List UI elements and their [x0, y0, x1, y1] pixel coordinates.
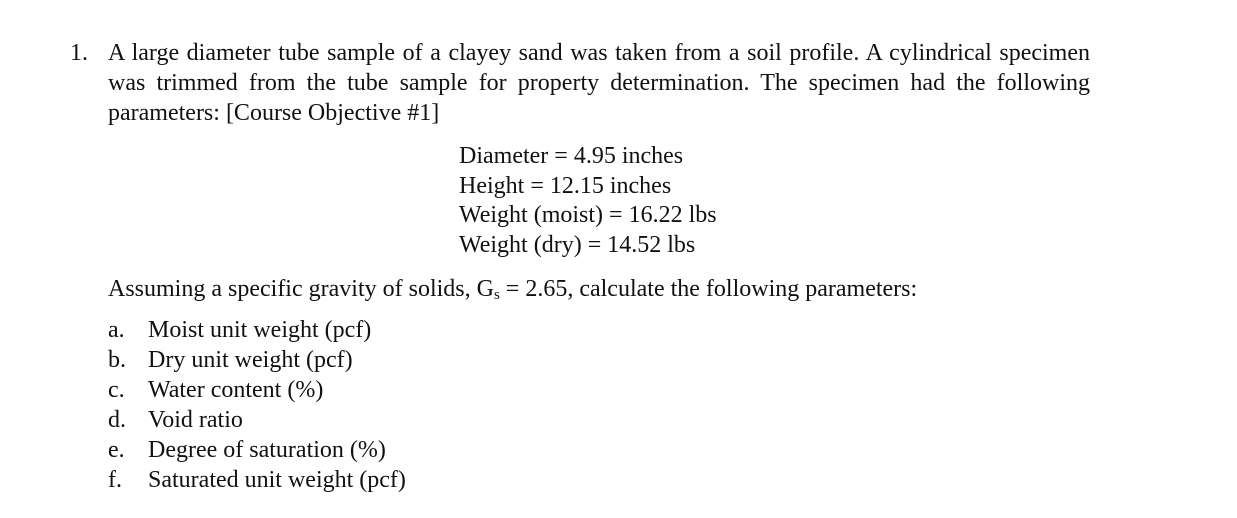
part-item-f: [108, 465, 406, 495]
parts-list: [108, 315, 406, 495]
part-item-a: [108, 315, 406, 345]
problem-row: [70, 38, 1090, 128]
part-letter: b.: [108, 347, 126, 373]
part-item-e: [108, 435, 406, 465]
problem-1: [70, 38, 1090, 128]
part-letter: e.: [108, 437, 125, 463]
part-item-d: [108, 405, 406, 435]
parameter-weight-moist: Weight (moist) = 16.22 lbs: [459, 202, 717, 228]
part-text: Degree of saturation (%): [148, 437, 386, 463]
part-letter: c.: [108, 377, 125, 403]
part-item-c: [108, 375, 406, 405]
instruction-after: = 2.65, calculate the following parameters:: [499, 276, 918, 302]
parameter-height: Height = 12.15 inches: [459, 172, 672, 199]
part-text: Moist unit weight (pcf): [148, 317, 372, 343]
parameter-diameter: Diameter = 4.95 inches: [459, 143, 684, 169]
instruction-before: Assuming a specific gravity of solids, G: [108, 276, 494, 302]
parameter-weight-dry: Weight (dry) = 14.52 lbs: [459, 231, 696, 258]
part-letter: f.: [108, 467, 122, 493]
instruction-subscript: s: [493, 287, 500, 303]
problem-statement: A large diameter tube sample of a clayey sand was taken from a soil profile. A cylindrical specimen was trimmed from the tube sample for property determination. The specimen had the following parameters: [Course Objective #1]: [108, 40, 1090, 126]
part-item-b: [108, 345, 406, 375]
instruction-sentence: [108, 274, 917, 304]
specimen-parameters: [459, 141, 717, 259]
part-text: Void ratio: [148, 407, 243, 433]
part-text: Dry unit weight (pcf): [148, 347, 353, 373]
part-text: Saturated unit weight (pcf): [148, 467, 406, 493]
part-text: Water content (%): [148, 377, 324, 403]
part-letter: d.: [108, 407, 126, 433]
problem-number: 1.: [70, 40, 88, 66]
part-letter: a.: [108, 317, 125, 343]
